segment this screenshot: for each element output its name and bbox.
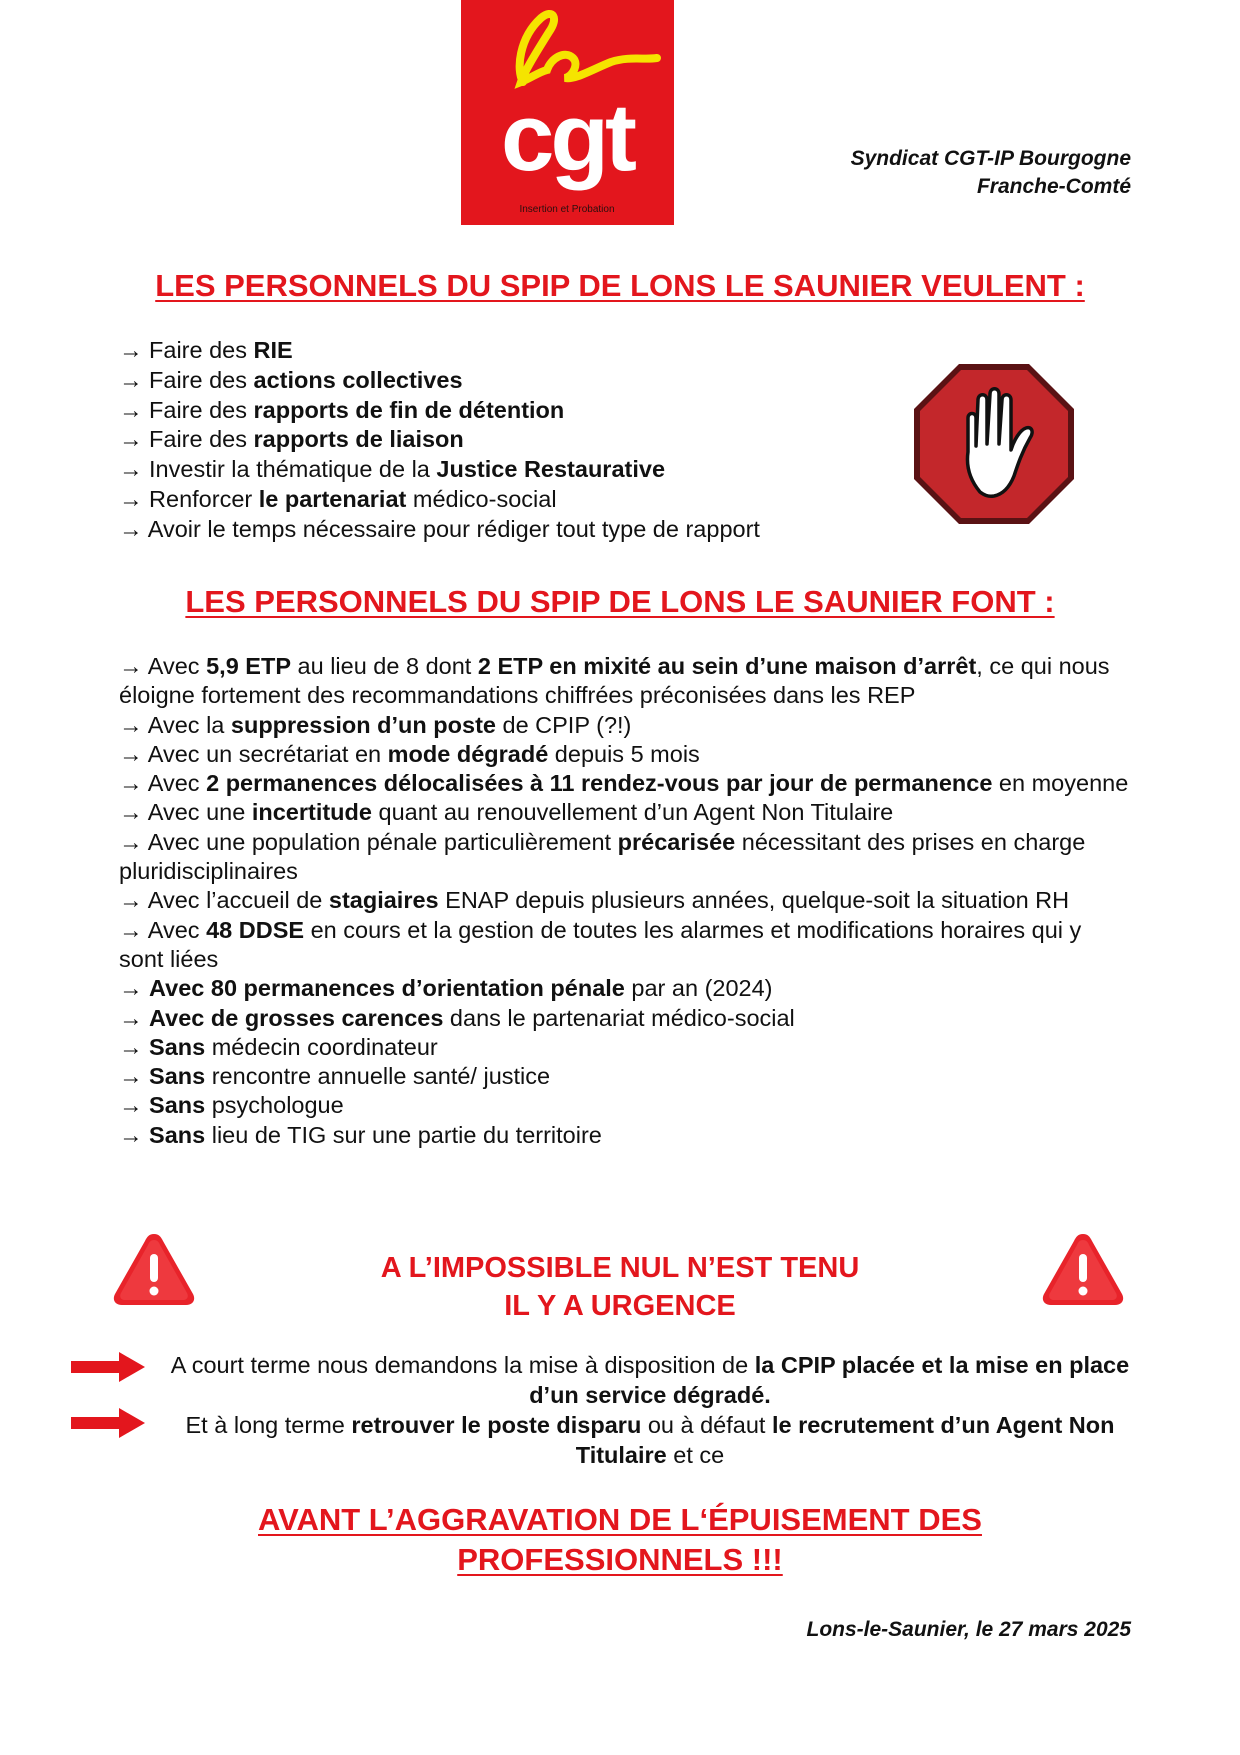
text: → Avec (119, 770, 207, 797)
stop-hand-icon (910, 360, 1078, 528)
bold-text: Sans (149, 1092, 206, 1119)
urgency-line-2: IL Y A URGENCE (504, 1290, 736, 1322)
text: Et à long terme (185, 1412, 352, 1438)
bold-text: Justice Restaurative (436, 456, 666, 483)
text: en cours et la gestion de toutes les alarmes et modifications horaires qui y sont liées (119, 916, 1082, 972)
text: → Faire des (119, 396, 254, 423)
situation-item (119, 711, 1129, 740)
demand-item (119, 336, 859, 366)
section2-list (119, 652, 1129, 1150)
text: → Faire des (119, 366, 254, 393)
urgency-message (0, 1249, 1240, 1325)
text: → Avec une (119, 799, 252, 826)
bold-text: Sans (149, 1033, 206, 1060)
bold-text: Sans (149, 1063, 206, 1090)
bold-text: le partenariat (258, 485, 407, 512)
demand-item (119, 396, 859, 426)
bold-text: 5,9 ETP (206, 653, 291, 679)
text: → Avec un secrétariat en (119, 740, 388, 767)
demand-item (119, 485, 859, 515)
cgt-logo (461, 0, 674, 225)
conclusion-line-2: PROFESSIONNELS !!! (457, 1542, 783, 1577)
text: en moyenne (992, 770, 1129, 797)
bold-text: 48 DDSE (206, 916, 305, 943)
demand-item (119, 515, 859, 545)
text: A court terme nous demandons la mise à disposition de (170, 1352, 755, 1378)
bold-text: retrouver le poste disparu (351, 1412, 642, 1438)
text: → Renforcer (119, 485, 259, 512)
right-arrow-icon (69, 1406, 147, 1440)
text: psychologue (205, 1092, 344, 1119)
text: → (119, 1004, 150, 1031)
situation-item (119, 1121, 1129, 1150)
situation-item (119, 886, 1129, 915)
syndicat-line-1: Syndicat CGT-IP Bourgogne (850, 147, 1131, 170)
section1-list (119, 336, 859, 545)
situation-item (119, 974, 1129, 1003)
text: dans le partenariat médico-social (443, 1004, 795, 1031)
bold-text: 2 permanences délocalisées à 11 rendez-vous par jour de permanence (206, 770, 993, 797)
situation-item (119, 1033, 1129, 1062)
bold-text: suppression d’un poste (230, 711, 496, 738)
svg-text:Insertion et Probation: Insertion et Probation (519, 204, 615, 215)
text: nécessitant des prises en charge pluridisciplinaires (119, 828, 1086, 885)
text: au lieu de 8 dont (291, 653, 478, 679)
bold-text: RIE (253, 337, 293, 363)
text: et ce (666, 1442, 725, 1468)
text: de CPIP (?!) (495, 711, 632, 738)
demand-item (119, 425, 859, 455)
text: → Faire des (119, 337, 254, 363)
text: → (119, 1033, 150, 1060)
urgency-line-1: A L’IMPOSSIBLE NUL N’EST TENU (380, 1252, 860, 1284)
bold-text: précarisée (617, 828, 736, 855)
situation-item (119, 1062, 1129, 1091)
svg-text:cgt: cgt (501, 84, 633, 191)
bold-text: stagiaires (328, 887, 439, 914)
right-arrow-icon (69, 1350, 147, 1384)
text: ENAP depuis plusieurs années, quelque-soit la situation RH (438, 887, 1070, 914)
text: quant au renouvellement d’un Agent Non Titulaire (371, 799, 894, 826)
syndicat-label (851, 145, 1131, 201)
text: → Avec la (119, 711, 231, 738)
text: médecin coordinateur (205, 1033, 438, 1060)
bold-text: incertitude (251, 799, 372, 826)
situation-item (119, 1004, 1129, 1033)
section2-title: LES PERSONNELS DU SPIP DE LONS LE SAUNIER FONT : (185, 584, 1055, 619)
bold-text: rapports de liaison (253, 426, 464, 453)
text: ou à défaut (641, 1412, 772, 1438)
text: rencontre annuelle santé/ justice (205, 1063, 551, 1090)
text: → Avoir le temps nécessaire pour rédiger tout type de rapport (119, 515, 760, 542)
conclusion-banner (0, 1500, 1240, 1580)
bold-text: Avec de grosses carences (149, 1004, 444, 1031)
conclusion-line-1: AVANT L’AGGRAVATION DE L‘ÉPUISEMENT DES (258, 1502, 982, 1537)
bold-text: Sans (149, 1121, 206, 1148)
situation-item (119, 1091, 1129, 1120)
demand-item (119, 455, 859, 485)
situation-item (119, 769, 1129, 798)
situation-item (119, 798, 1129, 827)
text: lieu de TIG sur une partie du territoire (205, 1121, 602, 1148)
demands-block (160, 1350, 1140, 1470)
text: , ce qui nous éloigne fortement des recommandations chiffrées préconisées dans les REP (119, 653, 1110, 709)
bold-text: mode dégradé (387, 740, 549, 767)
place-date-signature: Lons-le-Saunier, le 27 mars 2025 (806, 1618, 1131, 1641)
bold-text: 2 ETP en mixité au sein d’une maison d’arrêt (477, 653, 977, 679)
text: médico-social (406, 485, 557, 512)
text: → (119, 975, 150, 1002)
situation-item (119, 828, 1129, 887)
text: depuis 5 mois (548, 740, 700, 767)
text: par an (2024) (624, 975, 773, 1002)
text: → (119, 1063, 150, 1090)
text: → Avec l’accueil de (119, 887, 329, 914)
bold-text: rapports de fin de détention (253, 396, 565, 423)
text: → (119, 1092, 150, 1119)
text: → Avec une population pénale particulièrement (119, 828, 618, 855)
bold-text: Avec 80 permanences d’orientation pénale (149, 975, 625, 1002)
text: → Avec (119, 653, 207, 679)
demand-item (119, 366, 859, 396)
text: → (119, 1121, 150, 1148)
situation-item (119, 916, 1129, 975)
situation-item (119, 740, 1129, 769)
text: → Investir la thématique de la (119, 456, 437, 483)
demand-paragraph (160, 1350, 1140, 1410)
syndicat-line-2: Franche-Comté (976, 175, 1131, 198)
text: → Avec (119, 916, 207, 943)
bold-text: actions collectives (253, 366, 463, 393)
situation-item (119, 652, 1129, 711)
bold-text: le recrutement d’un Agent Non Titulaire (575, 1412, 1115, 1468)
text: → Faire des (119, 426, 254, 453)
demand-paragraph (160, 1410, 1140, 1470)
section1-title: LES PERSONNELS DU SPIP DE LONS LE SAUNIER VEULENT : (155, 268, 1085, 303)
bold-text: la CPIP placée et la mise en place d’un service dégradé. (529, 1352, 1130, 1408)
